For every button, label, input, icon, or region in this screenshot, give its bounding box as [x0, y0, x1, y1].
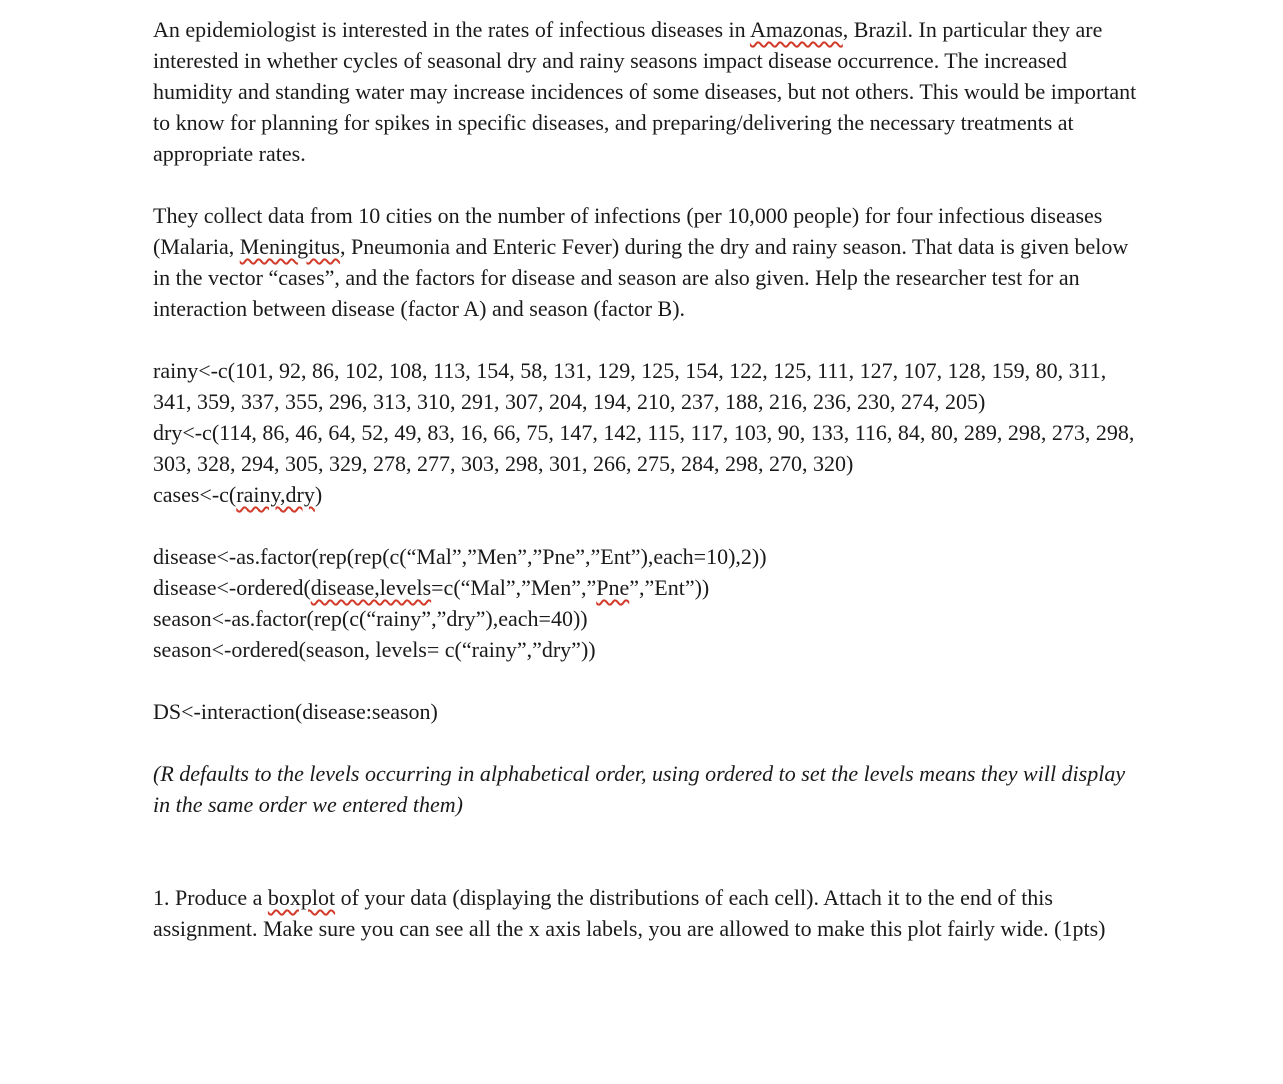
spacer: [153, 510, 1138, 541]
intro-paragraph: [153, 14, 1138, 169]
spacer: [153, 665, 1138, 696]
question-text-end: of your data (displaying the distributions of each cell). Attach it to the end of this assignment. Make sure you can see all the x axis labels, you are allowed to make this plot fairly wide. (1pts): [153, 885, 1106, 941]
code-rainy: rainy<-c(101, 92, 86, 102, 108, 113, 154, 58, 131, 129, 125, 154, 122, 125, 111, 127, 107, 128, 159, 80, 311, 341, 359, 337, 355, 296, 313, 310, 291, 307, 204, 194, 210, 237, 188, 216, 236, 230, 274, 205): [153, 358, 1107, 414]
code-cases-start: cases<-c(: [153, 482, 237, 507]
code-fragment: ”,”Ent”)): [629, 575, 710, 600]
code-cases: [153, 479, 1138, 510]
spacer: [153, 820, 1138, 882]
intro-text-end: , Brazil. In particular they are interested in whether cycles of seasonal dry and rainy seasons impact disease occurrence. The increased humidity and standing water may increase incidences of some diseases, but not others. This would be important to know for planning for spikes in specific diseases, and preparing/delivering the necessary treatments at appropriate rates.: [153, 17, 1137, 166]
spellcheck-word-rainy-dry: rainy,dry: [236, 482, 315, 507]
spellcheck-word-pne: Pne: [596, 575, 630, 600]
levels-note: (R defaults to the levels occurring in alphabetical order, using ordered to set the levels means they will display in the same order we entered them): [153, 761, 1126, 817]
code-fragment: disease<-ordered(: [153, 575, 311, 600]
code-disease-factor: disease<-as.factor(rep(rep(c(“Mal”,”Men”,”Pne”,”Ent”),each=10),2)): [153, 544, 767, 569]
intro-text-start: An epidemiologist is interested in the rates of infectious diseases in: [153, 17, 750, 42]
data-description-paragraph: [153, 200, 1138, 324]
spellcheck-word-meningitus: Meningitus: [239, 234, 340, 259]
spellcheck-word-boxplot: boxplot: [267, 885, 336, 910]
code-interaction: DS<-interaction(disease:season): [153, 699, 438, 724]
code-disease-ordered: [153, 572, 1138, 603]
question-1: [153, 882, 1138, 944]
code-season-factor: season<-as.factor(rep(c(“rainy”,”dry”),each=40)): [153, 606, 588, 631]
spellcheck-word-disease-levels: disease,levels: [310, 575, 432, 600]
description-text-end: , Pneumonia and Enteric Fever) during the dry and rainy season. That data is given below in the vector “cases”, and the factors for disease and season are also given. Help the researcher test for an interaction between disease (factor A) and season (factor B).: [153, 234, 1129, 321]
code-dry: dry<-c(114, 86, 46, 64, 52, 49, 83, 16, 66, 75, 147, 142, 115, 117, 103, 90, 133, 116, 84, 80, 289, 298, 273, 298, 303, 328, 294, 305, 329, 278, 277, 303, 298, 301, 266, 275, 284, 298, 270, 320): [153, 420, 1135, 476]
spellcheck-word-amazonas: Amazonas: [749, 17, 843, 42]
code-fragment: =c(“Mal”,”Men”,”: [431, 575, 597, 600]
spacer: [153, 169, 1138, 200]
question-text-start: 1. Produce a: [153, 885, 268, 910]
spacer: [153, 727, 1138, 758]
description-text-start: They collect data from 10 cities on the number of infections (per 10,000 people) for four infectious diseases (Malaria,: [153, 203, 1103, 259]
document-page: [153, 14, 1138, 944]
code-cases-end: ): [314, 482, 323, 507]
code-season-ordered: season<-ordered(season, levels= c(“rainy”,”dry”)): [153, 637, 596, 662]
spacer: [153, 324, 1138, 355]
